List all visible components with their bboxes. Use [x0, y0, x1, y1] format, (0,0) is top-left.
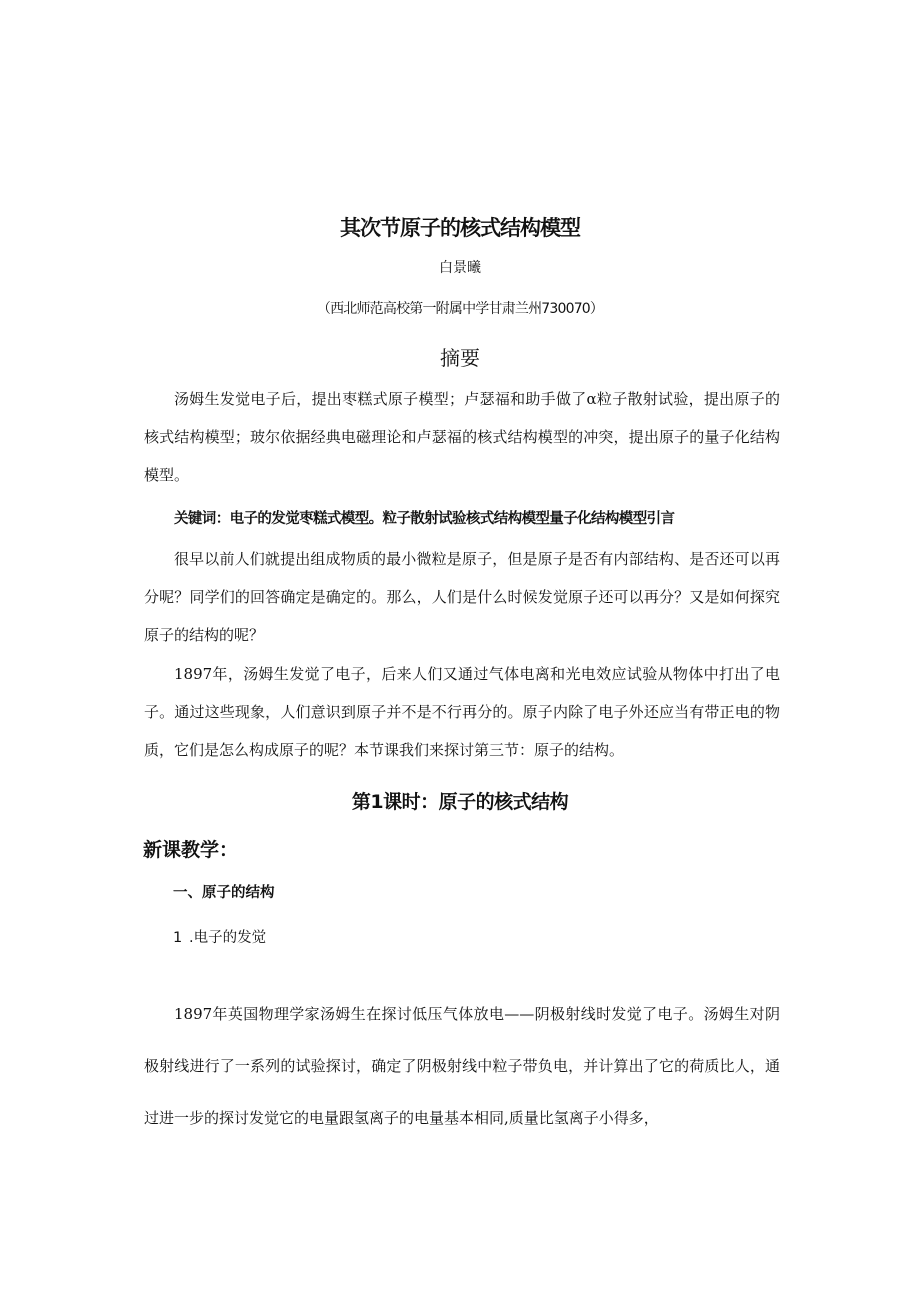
abstract-paragraph: 汤姆生发觉电子后，提出枣糕式原子模型；卢瑟福和助手做了α粒子散射试验，提出原子的核式结构模型；玻尔依据经典电磁理论和卢瑟福的核式结构模型的冲突，提出原子的量子化结构模型。: [144, 390, 780, 484]
section-heading-structure: 一、原子的结构: [173, 885, 275, 901]
intro-paragraph-2: 1897年，汤姆生发觉了电子，后来人们又通过气体电离和光电效应试验从物体中打出了电子。通过这些现象，人们意识到原子并不是不行再分的。原子内除了电子外还应当有带正电的物质，它们是怎么构成原子的呢？本节课我们来探讨第三节：原子的结构。: [144, 665, 780, 759]
author-affiliation: （西北师范高校第一附属中学甘肃兰州730070）: [316, 301, 604, 317]
intro-paragraph-1: 很早以前人们就提出组成物质的最小微粒是原子，但是原子是否有内部结构、是否还可以再分呢？同学们的回答确定是确定的。那么，人们是什么时候发觉原子还可以再分？又是如何探究原子的结构的呢？: [144, 550, 780, 644]
keywords-line: 关键词：电子的发觉枣糕式模型。粒子散射试验核式结构模型量子化结构模型引言: [174, 511, 675, 527]
subsection-number: 1: [173, 930, 183, 946]
new-lesson-heading: 新课教学：: [143, 839, 239, 861]
lesson-heading: 第1课时：原子的核式结构: [351, 791, 569, 813]
body-paragraph-electron-discovery: 1897年英国物理学家汤姆生在探讨低压气体放电——阴极射线时发觉了电子。汤姆生对阴极射线进行了一系列的试验探讨，确定了阴极射线中粒子带负电，并计算出了它的荷质比人，通过进一步的探讨发觉它的电量跟氢离子的电量基本相同,质量比氢离子小得多，: [144, 1005, 780, 1127]
abstract-heading: 摘要: [440, 346, 480, 370]
author-name: 白景曦: [439, 260, 481, 276]
document-title: 其次节原子的核式结构模型: [340, 216, 580, 240]
subsection-heading-electron: [173, 925, 266, 951]
subsection-title: .电子的发觉: [189, 930, 267, 946]
